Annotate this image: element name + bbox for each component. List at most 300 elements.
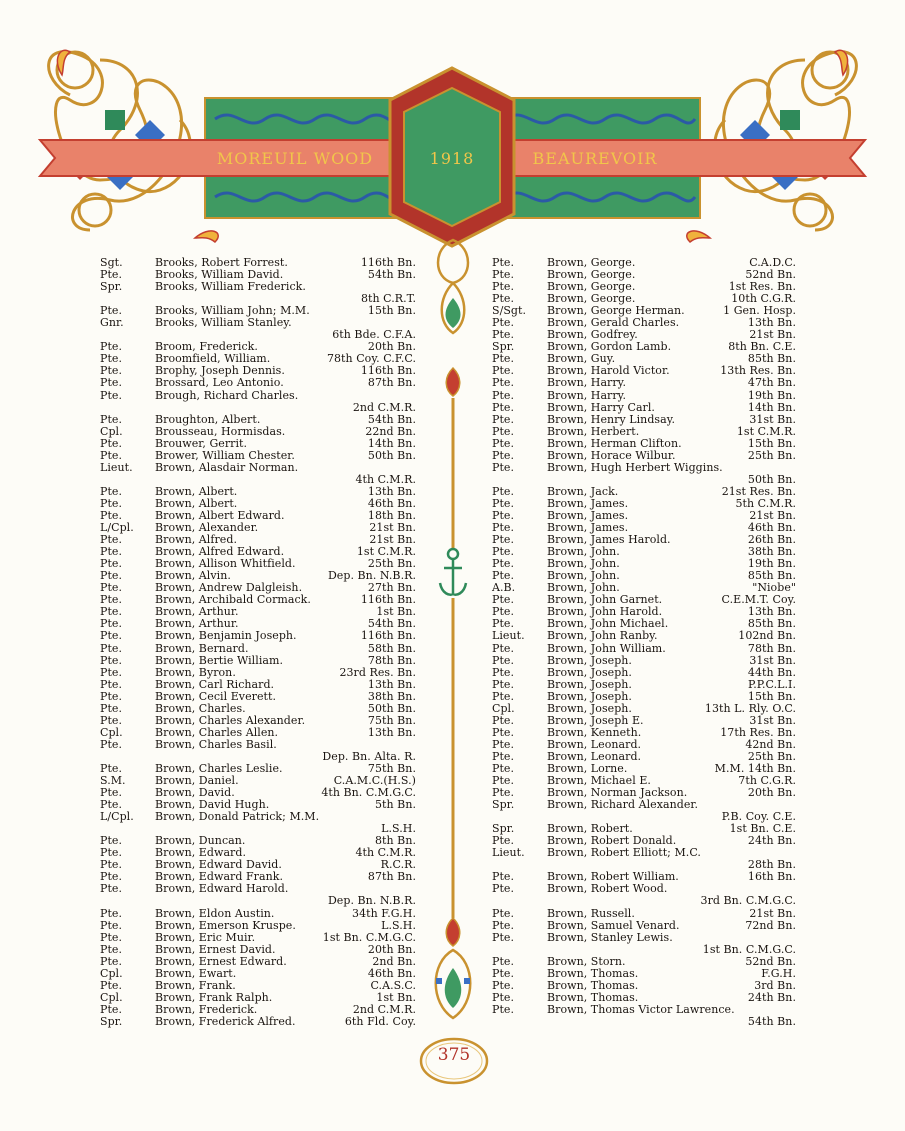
entry-unit: 116th Bn. — [360, 629, 416, 643]
entry-rank: Pte. — [100, 882, 123, 896]
entry-name: Brown, Harry. — [547, 376, 627, 390]
entry-rank: Pte. — [100, 388, 123, 402]
entry-rank: Pte. — [100, 533, 123, 547]
entry-unit: 13th Res. Bn. — [720, 364, 796, 378]
entry-unit: 85th Bn. — [747, 569, 796, 583]
page-number: 375 — [437, 1045, 471, 1065]
entry-unit: 31st Bn. — [749, 713, 796, 727]
entry-unit: 13th Bn. — [367, 677, 416, 691]
roll-entry — [492, 402, 802, 414]
entry-rank: Pte. — [492, 677, 515, 691]
entry-unit: 19th Bn. — [747, 557, 796, 571]
entry-unit: 46th Bn. — [747, 521, 796, 535]
entry-rank: Gnr. — [100, 316, 124, 330]
left-leaf-flourish — [57, 50, 70, 75]
entry-rank: Spr. — [492, 340, 515, 354]
entry-unit: 4th C.M.R. — [355, 846, 416, 860]
entry-name: Brown, Charles Allen. — [155, 725, 279, 739]
entry-unit: 21st Bn. — [369, 521, 416, 535]
entry-rank: Pte. — [492, 496, 515, 510]
entry-rank: Pte. — [492, 617, 515, 631]
divider-tulip-upper — [446, 368, 460, 396]
roll-entry — [100, 908, 422, 920]
roll-entry — [492, 968, 802, 980]
entry-name: Brown, Frederick Alfred. — [155, 1014, 296, 1028]
entry-rank: Pte. — [492, 737, 515, 751]
roll-entry — [492, 920, 802, 932]
roll-entry — [492, 390, 802, 402]
entry-rank: Pte. — [492, 376, 515, 390]
entry-unit: 22nd Bn. — [365, 424, 416, 438]
entry-unit: "Niobe" — [752, 581, 796, 595]
entry-rank: Pte. — [100, 689, 123, 703]
entry-rank: Pte. — [492, 713, 515, 727]
roll-entry — [100, 377, 422, 389]
entry-unit: 1st Bn. C.M.G.C. — [322, 930, 416, 944]
entry-name: Brophy, Joseph Dennis. — [155, 364, 285, 378]
entry-name: Brown, Thomas. — [547, 966, 639, 980]
entry-unit: 13th Bn. — [367, 484, 416, 498]
entry-rank: Spr. — [492, 798, 515, 812]
entry-name: Brown, Albert. — [155, 484, 238, 498]
roll-entry — [100, 920, 422, 932]
roll-entry — [100, 655, 422, 667]
entry-rank: Cpl. — [100, 966, 123, 980]
roll-entry — [492, 377, 802, 389]
divider-bottom-gem-right — [464, 978, 470, 984]
entry-rank: Pte. — [492, 689, 515, 703]
entry-unit: 19th Bn. — [747, 388, 796, 402]
entry-name: Brousseau, Hormisdas. — [155, 424, 286, 438]
entry-name: Brooks, William Frederick. — [155, 280, 306, 294]
entry-rank: Pte. — [492, 954, 515, 968]
entry-unit: M.M. 14th Bn. — [714, 761, 796, 775]
entry-rank: Pte. — [492, 882, 515, 896]
entry-rank: Pte. — [100, 605, 123, 619]
entry-name: Brown, Edward David. — [155, 858, 282, 872]
entry-name: Brown, Albert Edward. — [155, 508, 285, 522]
entry-rank: Pte. — [492, 966, 515, 980]
entry-unit: 6th Fld. Coy. — [344, 1014, 416, 1028]
roll-entry — [492, 630, 802, 642]
entry-rank: Lieut. — [100, 460, 133, 474]
entry-unit: 58th Bn. — [367, 641, 416, 655]
entry-rank: Pte. — [100, 870, 123, 884]
entry-rank: Pte. — [492, 256, 515, 269]
entry-unit: 116th Bn. — [360, 593, 416, 607]
entry-name: Brown, Archibald Cormack. — [155, 593, 311, 607]
ornamental-header — [0, 0, 905, 250]
entry-rank: Pte. — [492, 906, 515, 920]
entry-name: Brown, Eldon Austin. — [155, 906, 275, 920]
entry-name: Brown, Ewart. — [155, 966, 237, 980]
entry-unit: 20th Bn. — [367, 942, 416, 956]
entry-name: Brown, George. — [547, 268, 636, 282]
entry-rank: Pte. — [100, 954, 123, 968]
entry-name: Brown, Cecil Everett. — [155, 689, 276, 703]
roll-entry — [100, 630, 422, 642]
entry-unit: 52nd Bn. — [745, 954, 796, 968]
entry-name: Brown, Andrew Dalgleish. — [155, 581, 303, 595]
entry-rank: Pte. — [492, 292, 515, 306]
entry-rank: Pte. — [100, 798, 123, 812]
entry-rank: Pte. — [100, 918, 123, 932]
entry-unit: 24th Bn. — [747, 990, 796, 1004]
entry-rank: Pte. — [492, 484, 515, 498]
entry-name: Brown, Herman Clifton. — [547, 436, 682, 450]
entry-rank: Pte. — [100, 352, 123, 366]
entry-name: Brown, Gerald Charles. — [547, 316, 680, 330]
entry-unit: 7th C.G.R. — [738, 774, 796, 788]
entry-name: Brown, Herbert. — [547, 424, 640, 438]
banner-year: 1918 — [429, 149, 475, 168]
entry-name: Brown, Charles Leslie. — [155, 761, 283, 775]
entry-rank: Pte. — [492, 436, 515, 450]
entry-rank: S/Sgt. — [492, 304, 527, 318]
entry-unit: 50th Bn. — [747, 472, 796, 486]
roll-entry-continuation — [492, 895, 802, 907]
entry-unit: 25th Bn. — [747, 749, 796, 763]
entry-rank: Pte. — [100, 340, 123, 354]
roll-entry — [100, 450, 422, 462]
entry-unit: 38th Bn. — [747, 545, 796, 559]
entry-name: Brown, Stanley Lewis. — [547, 930, 673, 944]
entry-rank: Pte. — [492, 870, 515, 884]
column-divider-ornament — [428, 238, 478, 1038]
entry-unit: 1st Res. Bn. — [728, 280, 796, 294]
entry-name: Brown, John William. — [547, 641, 666, 655]
entry-rank: Pte. — [100, 846, 123, 860]
entry-unit: 21st Res. Bn. — [721, 484, 796, 498]
entry-rank: Pte. — [100, 737, 123, 751]
entry-rank: Pte. — [492, 460, 515, 474]
entry-rank: Spr. — [492, 822, 515, 836]
entry-name: Brown, Donald Patrick; M.M. — [155, 810, 320, 824]
entry-rank: Pte. — [492, 533, 515, 547]
divider-bottom-leaf — [445, 968, 462, 1008]
entry-rank: Pte. — [100, 713, 123, 727]
entry-unit: 116th Bn. — [360, 364, 416, 378]
entry-unit: 5th C.M.R. — [735, 496, 796, 510]
entry-rank: Lieut. — [492, 846, 525, 860]
entry-rank: Pte. — [492, 725, 515, 739]
entry-rank: Pte. — [492, 268, 515, 282]
entry-unit: 3rd Bn. C.M.G.C. — [700, 894, 796, 908]
entry-rank: Pte. — [100, 569, 123, 583]
entry-unit: C.A.M.C.(H.S.) — [333, 774, 416, 788]
entry-unit: 14th Bn. — [367, 436, 416, 450]
entry-name: Brown, Gordon Lamb. — [547, 340, 672, 354]
entry-name: Brown, Alfred. — [155, 533, 237, 547]
entry-rank: Pte. — [100, 593, 123, 607]
entry-name: Brown, Charles. — [155, 701, 246, 715]
entry-rank: Spr. — [100, 1014, 123, 1028]
roll-entry — [100, 968, 422, 980]
entry-unit: 27th Bn. — [367, 581, 416, 595]
entry-unit: 75th Bn. — [367, 761, 416, 775]
roll-entry-continuation — [492, 1016, 802, 1028]
banner-right-place: BEAUREVOIR — [532, 149, 658, 168]
entry-name: Brown, Harry Carl. — [547, 400, 655, 414]
entry-name: Brown, John. — [547, 581, 620, 595]
entry-unit: 87th Bn. — [367, 376, 416, 390]
entry-rank: Pte. — [100, 268, 123, 282]
entry-rank: Pte. — [100, 376, 123, 390]
entry-unit: 31st Bn. — [749, 412, 796, 426]
entry-unit: 54th Bn. — [367, 268, 416, 282]
entry-name: Brown, John. — [547, 557, 620, 571]
entry-rank: Pte. — [100, 364, 123, 378]
entry-rank: Pte. — [100, 448, 123, 462]
entry-name: Brown, John. — [547, 545, 620, 559]
entry-rank: Pte. — [492, 834, 515, 848]
entry-name: Brown, John. — [547, 569, 620, 583]
entry-name: Brooks, William Stanley. — [155, 316, 292, 330]
entry-name: Brown, Byron. — [155, 665, 236, 679]
entry-unit: 8th Bn. — [374, 834, 416, 848]
entry-unit: 87th Bn. — [367, 870, 416, 884]
entry-unit: 75th Bn. — [367, 713, 416, 727]
entry-name: Brown, George. — [547, 280, 636, 294]
entry-unit: 72nd Bn. — [745, 918, 796, 932]
entry-name: Brown, Duncan. — [155, 834, 246, 848]
roll-entry — [100, 414, 422, 426]
entry-name: Brown, Edward Harold. — [155, 882, 289, 896]
entry-name: Brown, George. — [547, 292, 636, 306]
entry-unit: 78th Bn. — [747, 641, 796, 655]
entry-name: Brown, Henry Lindsay. — [547, 412, 676, 426]
anchor-icon — [440, 549, 466, 595]
entry-unit: 54th Bn. — [367, 617, 416, 631]
entry-unit: 1st C.M.R. — [736, 424, 796, 438]
roll-entry-continuation — [100, 402, 422, 414]
roll-entry — [492, 667, 802, 679]
entry-unit: 13th Bn. — [367, 725, 416, 739]
entry-unit: 46th Bn. — [367, 496, 416, 510]
right-column-roll — [492, 257, 802, 1028]
entry-rank: Pte. — [100, 412, 123, 426]
entry-name: Brown, Joseph. — [547, 689, 632, 703]
roll-entry — [100, 438, 422, 450]
entry-rank: Cpl. — [100, 990, 123, 1004]
entry-rank: Sgt. — [100, 256, 123, 269]
right-lower-leaf-flourish — [687, 231, 710, 242]
entry-rank: Pte. — [492, 508, 515, 522]
roll-entry — [100, 691, 422, 703]
entry-name: Brown, Bertie William. — [155, 653, 284, 667]
entry-name: Brown, John Ranby. — [547, 629, 658, 643]
entry-name: Brown, Leonard. — [547, 737, 642, 751]
entry-name: Brown, Joseph E. — [547, 713, 644, 727]
roll-entry — [492, 956, 802, 968]
entry-unit: 15th Bn. — [747, 436, 796, 450]
entry-name: Broomfield, William. — [155, 352, 271, 366]
entry-name: Brough, Richard Charles. — [155, 388, 299, 402]
entry-rank: Cpl. — [100, 725, 123, 739]
entry-name: Brown, Alvin. — [155, 569, 231, 583]
entry-name: Brown, Guy. — [547, 352, 616, 366]
entry-unit: 102nd Bn. — [738, 629, 796, 643]
entry-unit: 15th Bn. — [367, 304, 416, 318]
entry-rank: Pte. — [492, 352, 515, 366]
entry-unit: C.E.M.T. Coy. — [721, 593, 796, 607]
entry-name: Brown, Harold Victor. — [547, 364, 670, 378]
entry-name: Brown, Frank Ralph. — [155, 990, 273, 1004]
entry-name: Brown, Alexander. — [155, 521, 259, 535]
entry-name: Brown, David. — [155, 786, 235, 800]
entry-name: Brown, Joseph. — [547, 701, 632, 715]
entry-name: Brown, Joseph. — [547, 677, 632, 691]
entry-name: Brown, Alasdair Norman. — [155, 460, 299, 474]
entry-unit: 6th Bde. C.F.A. — [332, 328, 416, 342]
entry-unit: 38th Bn. — [367, 689, 416, 703]
roll-entry — [492, 643, 802, 655]
entry-rank: Pte. — [492, 774, 515, 788]
divider-tulip-lower — [446, 918, 460, 946]
entry-unit: 16th Bn. — [747, 870, 796, 884]
entry-name: Brown, Frederick. — [155, 1002, 258, 1016]
entry-name: Brown, Emerson Kruspe. — [155, 918, 296, 932]
entry-name: Brooks, William David. — [155, 268, 284, 282]
entry-name: Brown, Robert Donald. — [547, 834, 677, 848]
entry-name: Brown, Eric Muir. — [155, 930, 256, 944]
entry-unit: 3rd Bn. — [754, 978, 796, 992]
entry-unit: 31st Bn. — [749, 653, 796, 667]
roll-entry-continuation — [100, 895, 422, 907]
roll-entry — [100, 944, 422, 956]
entry-rank: Cpl. — [100, 424, 123, 438]
entry-unit: 1st Bn. — [376, 990, 416, 1004]
roll-entry — [492, 932, 802, 944]
entry-name: Brown, Bernard. — [155, 641, 249, 655]
entry-unit: 8th C.R.T. — [360, 292, 416, 306]
entry-name: Brown, Robert Wood. — [547, 882, 668, 896]
entry-unit: 52nd Bn. — [745, 268, 796, 282]
left-column-roll — [100, 257, 422, 1028]
entry-unit: 21st Bn. — [749, 508, 796, 522]
entry-unit: 78th Coy. C.F.C. — [326, 352, 416, 366]
entry-name: Brown, Robert. — [547, 822, 633, 836]
entry-rank: Pte. — [100, 677, 123, 691]
roll-entry-continuation — [100, 823, 422, 835]
entry-unit: C.A.D.C. — [749, 256, 796, 269]
entry-unit: 54th Bn. — [747, 1014, 796, 1028]
entry-name: Brown, Joseph. — [547, 665, 632, 679]
entry-rank: Pte. — [100, 617, 123, 631]
entry-rank: Pte. — [100, 304, 123, 318]
entry-unit: Dep. Bn. N.B.R. — [327, 894, 416, 908]
entry-rank: Pte. — [100, 508, 123, 522]
entry-rank: Pte. — [492, 328, 515, 342]
entry-rank: Pte. — [100, 1002, 123, 1016]
entry-unit: 2nd C.M.R. — [352, 1002, 416, 1016]
entry-name: Brown, George. — [547, 256, 636, 269]
entry-rank: Pte. — [100, 557, 123, 571]
entry-name: Brown, Carl Richard. — [155, 677, 275, 691]
entry-unit: F.G.H. — [761, 966, 796, 980]
entry-unit: 5th Bn. — [374, 798, 416, 812]
entry-unit: 28th Bn. — [747, 858, 796, 872]
entry-rank: Pte. — [100, 906, 123, 920]
entry-name: Brown, Charles Basil. — [155, 737, 277, 751]
entry-rank: Spr. — [100, 280, 123, 294]
entry-name: Brown, Benjamin Joseph. — [155, 629, 297, 643]
entry-name: Brown, Edward Frank. — [155, 870, 283, 884]
entry-name: Brown, Joseph. — [547, 653, 632, 667]
entry-name: Brown, Daniel. — [155, 774, 239, 788]
roll-entry — [100, 594, 422, 606]
roll-entry — [100, 932, 422, 944]
entry-name: Brown, Robert William. — [547, 870, 679, 884]
entry-name: Brown, Norman Jackson. — [547, 786, 688, 800]
entry-rank: L/Cpl. — [100, 810, 134, 824]
roll-entry — [492, 908, 802, 920]
roll-entry — [492, 438, 802, 450]
entry-unit: 47th Bn. — [747, 376, 796, 390]
entry-unit: 42nd Bn. — [745, 737, 796, 751]
divider-bottom-gem-left — [436, 978, 442, 984]
entry-unit: 26th Bn. — [747, 533, 796, 547]
entry-name: Broughton, Albert. — [155, 412, 261, 426]
roll-entry — [100, 1016, 422, 1028]
entry-unit: 1st Bn. C.M.G.C. — [702, 942, 796, 956]
entry-name: Brown, Samuel Venard. — [547, 918, 680, 932]
entry-rank: Pte. — [492, 918, 515, 932]
entry-unit: 21st Bn. — [749, 906, 796, 920]
entry-unit: 46th Bn. — [367, 966, 416, 980]
entry-rank: Pte. — [492, 930, 515, 944]
entry-unit: 24th Bn. — [747, 834, 796, 848]
entry-unit: 21st Bn. — [749, 328, 796, 342]
roll-entry — [100, 426, 422, 438]
roll-entry — [492, 450, 802, 462]
entry-rank: Pte. — [492, 545, 515, 559]
roll-entry — [100, 679, 422, 691]
entry-unit: Dep. Bn. N.B.R. — [327, 569, 416, 583]
entry-unit: 25th Bn. — [747, 448, 796, 462]
roll-entry — [100, 390, 422, 402]
entry-name: Brown, Storn. — [547, 954, 626, 968]
entry-unit: 85th Bn. — [747, 617, 796, 631]
entry-unit: 78th Bn. — [367, 653, 416, 667]
entry-rank: Pte. — [492, 749, 515, 763]
entry-unit: 21st Bn. — [369, 533, 416, 547]
entry-name: Brown, John Garnet. — [547, 593, 663, 607]
entry-rank: Pte. — [100, 786, 123, 800]
entry-rank: Pte. — [492, 521, 515, 535]
entry-rank: Pte. — [100, 581, 123, 595]
roll-entry — [492, 414, 802, 426]
entry-name: Brown, Kenneth. — [547, 725, 642, 739]
entry-rank: Pte. — [100, 484, 123, 498]
entry-rank: Pte. — [100, 978, 123, 992]
entry-rank: S.M. — [100, 774, 126, 788]
entry-name: Brown, James. — [547, 508, 629, 522]
entry-rank: Pte. — [492, 761, 515, 775]
entry-unit: 18th Bn. — [367, 508, 416, 522]
entry-unit: 17th Res. Bn. — [720, 725, 796, 739]
entry-unit: 8th Bn. C.E. — [728, 340, 796, 354]
entry-name: Brown, Arthur. — [155, 605, 239, 619]
entry-rank: Pte. — [492, 388, 515, 402]
entry-unit: 13th Bn. — [747, 316, 796, 330]
entry-rank: Pte. — [492, 400, 515, 414]
roll-entry — [100, 811, 422, 823]
entry-name: Brown, Ernest Edward. — [155, 954, 287, 968]
entry-rank: Pte. — [492, 665, 515, 679]
entry-rank: Pte. — [100, 641, 123, 655]
entry-rank: Pte. — [492, 605, 515, 619]
